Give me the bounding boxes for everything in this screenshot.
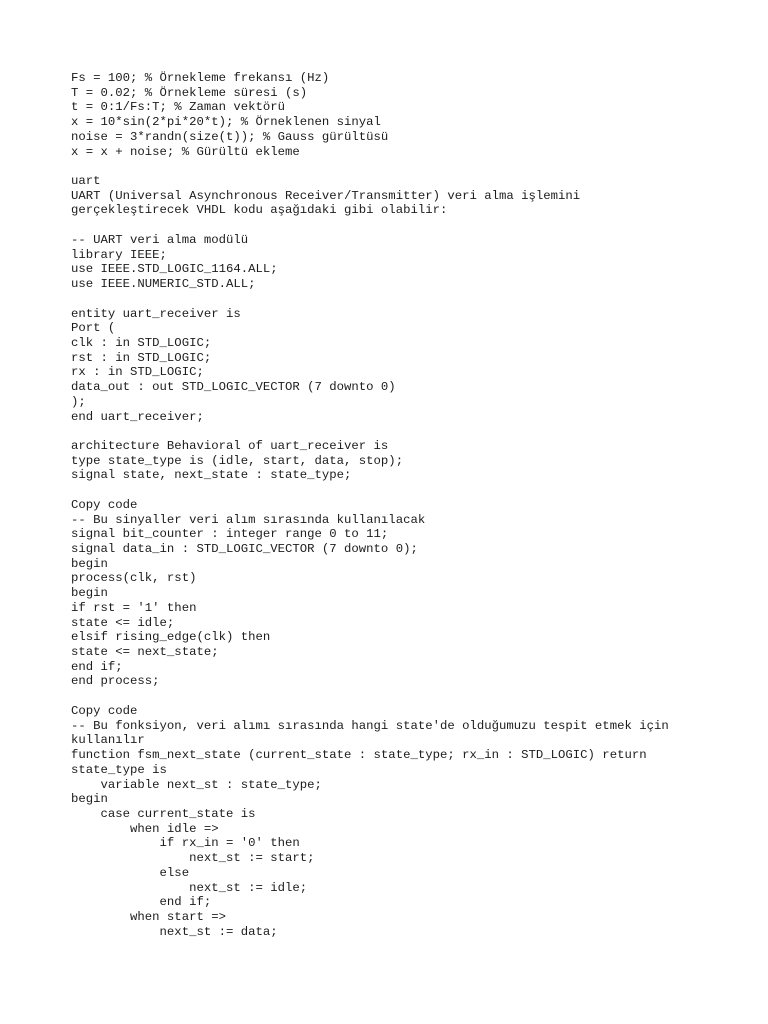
code-line: begin: [71, 556, 108, 571]
code-line: begin: [71, 792, 108, 807]
code-line: state <= idle;: [71, 615, 175, 630]
code-line: noise = 3*randn(size(t)); % Gauss gürültüsü: [71, 129, 389, 144]
code-line: end if;: [71, 659, 123, 674]
blank-line: [71, 218, 731, 233]
code-line: next_st := data;: [71, 924, 278, 939]
code-text-block: [71, 71, 731, 939]
code-line: variable next_st : state_type;: [71, 777, 322, 792]
code-line: entity uart_receiver is: [71, 306, 241, 321]
blank-line: [71, 292, 731, 307]
code-line: next_st := idle;: [71, 880, 308, 895]
blank-line: [71, 689, 731, 704]
code-line: -- Bu fonksiyon, veri alımı sırasında hangi state'de olduğumuzu tespit etmek için: [71, 718, 669, 733]
code-line: library IEEE;: [71, 247, 167, 262]
code-line: signal state, next_state : state_type;: [71, 468, 352, 483]
blank-line: [71, 159, 731, 174]
code-line: signal data_in : STD_LOGIC_VECTOR (7 downto 0);: [71, 542, 418, 556]
code-line: function fsm_next_state (current_state : state_type; rx_in : STD_LOGIC) return: [71, 748, 647, 763]
code-line: );: [71, 394, 86, 409]
code-line: if rst = '1' then: [71, 600, 197, 615]
blank-line: [71, 483, 731, 498]
code-line: if rx_in = '0' then: [71, 836, 300, 851]
code-line: rst : in STD_LOGIC;: [71, 350, 212, 365]
code-line: -- UART veri alma modülü: [71, 232, 249, 247]
code-line: T = 0.02; % Örnekleme süresi (s): [71, 85, 308, 100]
code-line: clk : in STD_LOGIC;: [71, 335, 212, 350]
code-line: case current_state is: [71, 806, 256, 821]
code-line: state <= next_state;: [71, 645, 219, 660]
code-line: elsif rising_edge(clk) then: [71, 630, 271, 645]
code-line: x = x + noise; % Gürültü ekleme: [71, 144, 300, 159]
section-heading: uart: [71, 174, 101, 189]
code-line: architecture Behavioral of uart_receiver is: [71, 438, 389, 453]
code-line: use IEEE.STD_LOGIC_1164.ALL;: [71, 262, 278, 277]
code-line: end if;: [71, 895, 212, 910]
code-line: when idle =>: [71, 821, 219, 836]
intro-text-line: gerçekleştirecek VHDL kodu aşağıdaki gibi olabilir:: [71, 203, 448, 218]
code-line: signal bit_counter : integer range 0 to 11;: [71, 527, 389, 542]
code-line: data_out : out STD_LOGIC_VECTOR (7 downto 0): [71, 380, 396, 395]
code-line: state_type is: [71, 762, 167, 777]
code-line: kullanılır: [71, 733, 145, 748]
code-line: begin: [71, 586, 108, 601]
code-line: x = 10*sin(2*pi*20*t); % Örneklenen sinyal: [71, 115, 381, 130]
copy-code-label: Copy code: [71, 703, 138, 718]
code-line: -- Bu sinyaller veri alım sırasında kullanılacak: [71, 512, 426, 527]
code-line: when start =>: [71, 909, 226, 924]
code-line: use IEEE.NUMERIC_STD.ALL;: [71, 277, 256, 292]
code-line: Fs = 100; % Örnekleme frekansı (Hz): [71, 71, 330, 85]
code-line: else: [71, 865, 190, 880]
code-line: next_st := start;: [71, 851, 315, 866]
code-line: type state_type is (idle, start, data, stop);: [71, 453, 404, 468]
code-line: end process;: [71, 674, 160, 689]
code-line: rx : in STD_LOGIC;: [71, 365, 204, 380]
code-line: Port (: [71, 321, 116, 336]
intro-text-line: UART (Universal Asynchronous Receiver/Transmitter) veri alma işlemini: [71, 188, 581, 203]
code-line: end uart_receiver;: [71, 409, 204, 424]
code-line: t = 0:1/Fs:T; % Zaman vektörü: [71, 100, 286, 115]
code-line: process(clk, rst): [71, 571, 197, 586]
copy-code-label: Copy code: [71, 497, 138, 512]
blank-line: [71, 424, 731, 439]
